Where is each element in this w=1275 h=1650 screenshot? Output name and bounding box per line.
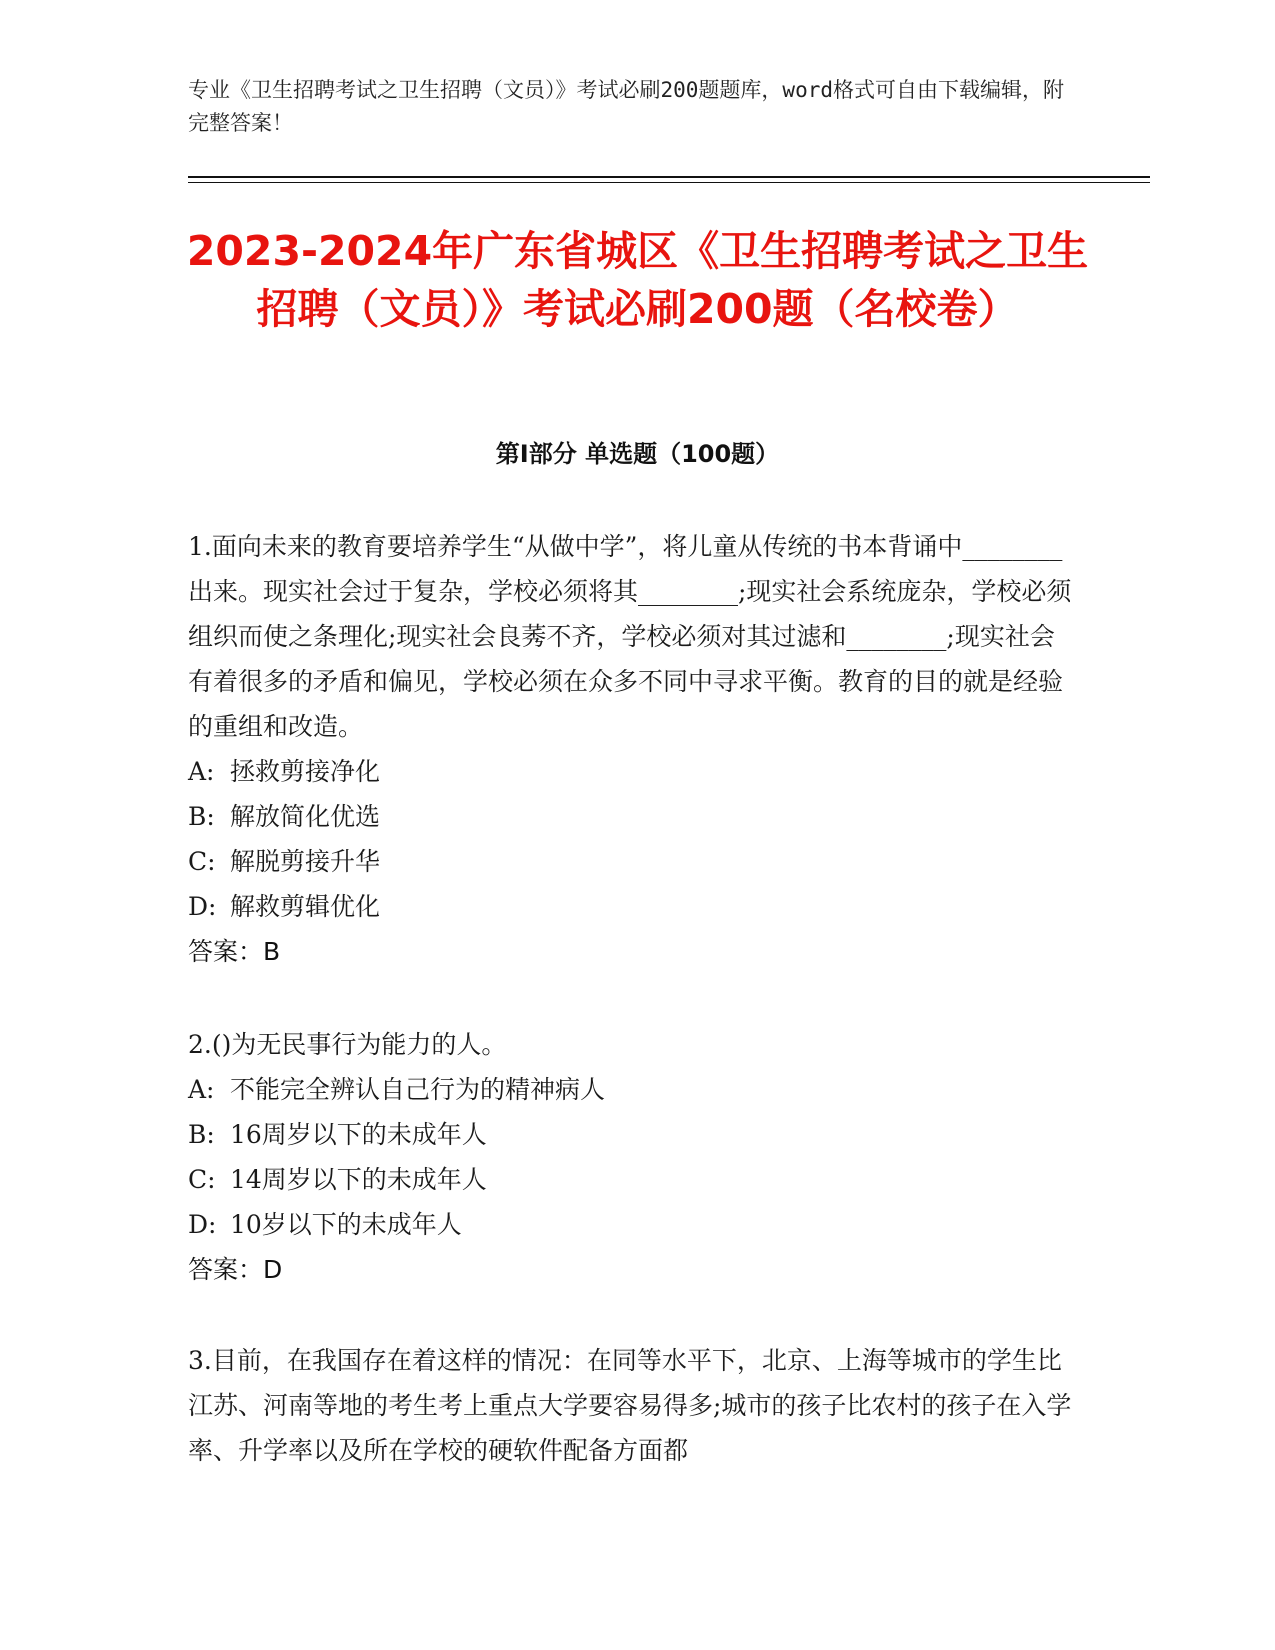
answer-label: 答案： bbox=[188, 1255, 264, 1284]
option-text: 拯救剪接净化 bbox=[230, 757, 381, 786]
option-letter: C: bbox=[188, 847, 216, 876]
question-stem: 2.()为无民事行为能力的人。 bbox=[188, 1030, 507, 1059]
option-text: 不能完全辨认自己行为的精神病人 bbox=[230, 1075, 606, 1104]
question-stem: 3.目前，在我国存在着这样的情况：在同等水平下，北京、上海等城市的学生比江苏、河南等地的考生考上重点大学要容易得多;城市的孩子比农村的孩子在入学率、升学率以及所在学校的硬软件配备方面都 bbox=[188, 1346, 1072, 1465]
question-1 bbox=[188, 524, 1078, 974]
option-b bbox=[188, 1112, 1078, 1157]
answer-value: D bbox=[263, 1255, 283, 1284]
option-letter: D: bbox=[188, 892, 217, 921]
option-d bbox=[188, 884, 1078, 929]
header-note: 专业《卫生招聘考试之卫生招聘（文员）》考试必刷200题题库，word格式可自由下载编辑，附完整答案！ bbox=[188, 78, 1064, 135]
option-letter: D: bbox=[188, 1210, 217, 1239]
answer-label: 答案： bbox=[188, 937, 264, 966]
header-divider-thick bbox=[188, 176, 1150, 178]
document-title: 2023-2024年广东省城区《卫生招聘考试之卫生招聘（文员）》考试必刷200题（名校卷） bbox=[186, 227, 1089, 333]
section-heading: 第Ⅰ部分 单选题（100题） bbox=[495, 440, 780, 468]
option-letter: A: bbox=[188, 1075, 215, 1104]
option-text: 解脱剪接升华 bbox=[230, 847, 381, 876]
option-text: 10岁以下的未成年人 bbox=[230, 1210, 462, 1239]
answer-line bbox=[188, 929, 1078, 974]
option-c bbox=[188, 839, 1078, 884]
option-letter: B: bbox=[188, 802, 215, 831]
option-a bbox=[188, 749, 1078, 794]
option-c bbox=[188, 1157, 1078, 1202]
answer-line bbox=[188, 1247, 1078, 1292]
option-text: 16周岁以下的未成年人 bbox=[230, 1120, 487, 1149]
answer-value: B bbox=[263, 937, 281, 966]
option-letter: B: bbox=[188, 1120, 215, 1149]
option-a bbox=[188, 1067, 1078, 1112]
option-text: 解救剪辑优化 bbox=[230, 892, 381, 921]
option-letter: C: bbox=[188, 1165, 216, 1194]
option-d bbox=[188, 1202, 1078, 1247]
header-divider-thin bbox=[188, 182, 1150, 183]
question-3 bbox=[188, 1338, 1078, 1473]
option-b bbox=[188, 794, 1078, 839]
option-text: 14周岁以下的未成年人 bbox=[230, 1165, 487, 1194]
question-2 bbox=[188, 1022, 1078, 1292]
option-letter: A: bbox=[188, 757, 215, 786]
option-text: 解放简化优选 bbox=[230, 802, 381, 831]
question-stem: 1.面向未来的教育要培养学生“从做中学”，将儿童从传统的书本背诵中________出来。现实社会过于复杂，学校必须将其________;现实社会系统庞杂，学校必须组织而使之条理化;现实社会良莠不齐，学校必须对其过滤和________;现实社会有着很多的矛盾和偏见，学校必须在众多不同中寻求平衡。教育的目的就是经验的重组和改造。 bbox=[188, 532, 1072, 741]
